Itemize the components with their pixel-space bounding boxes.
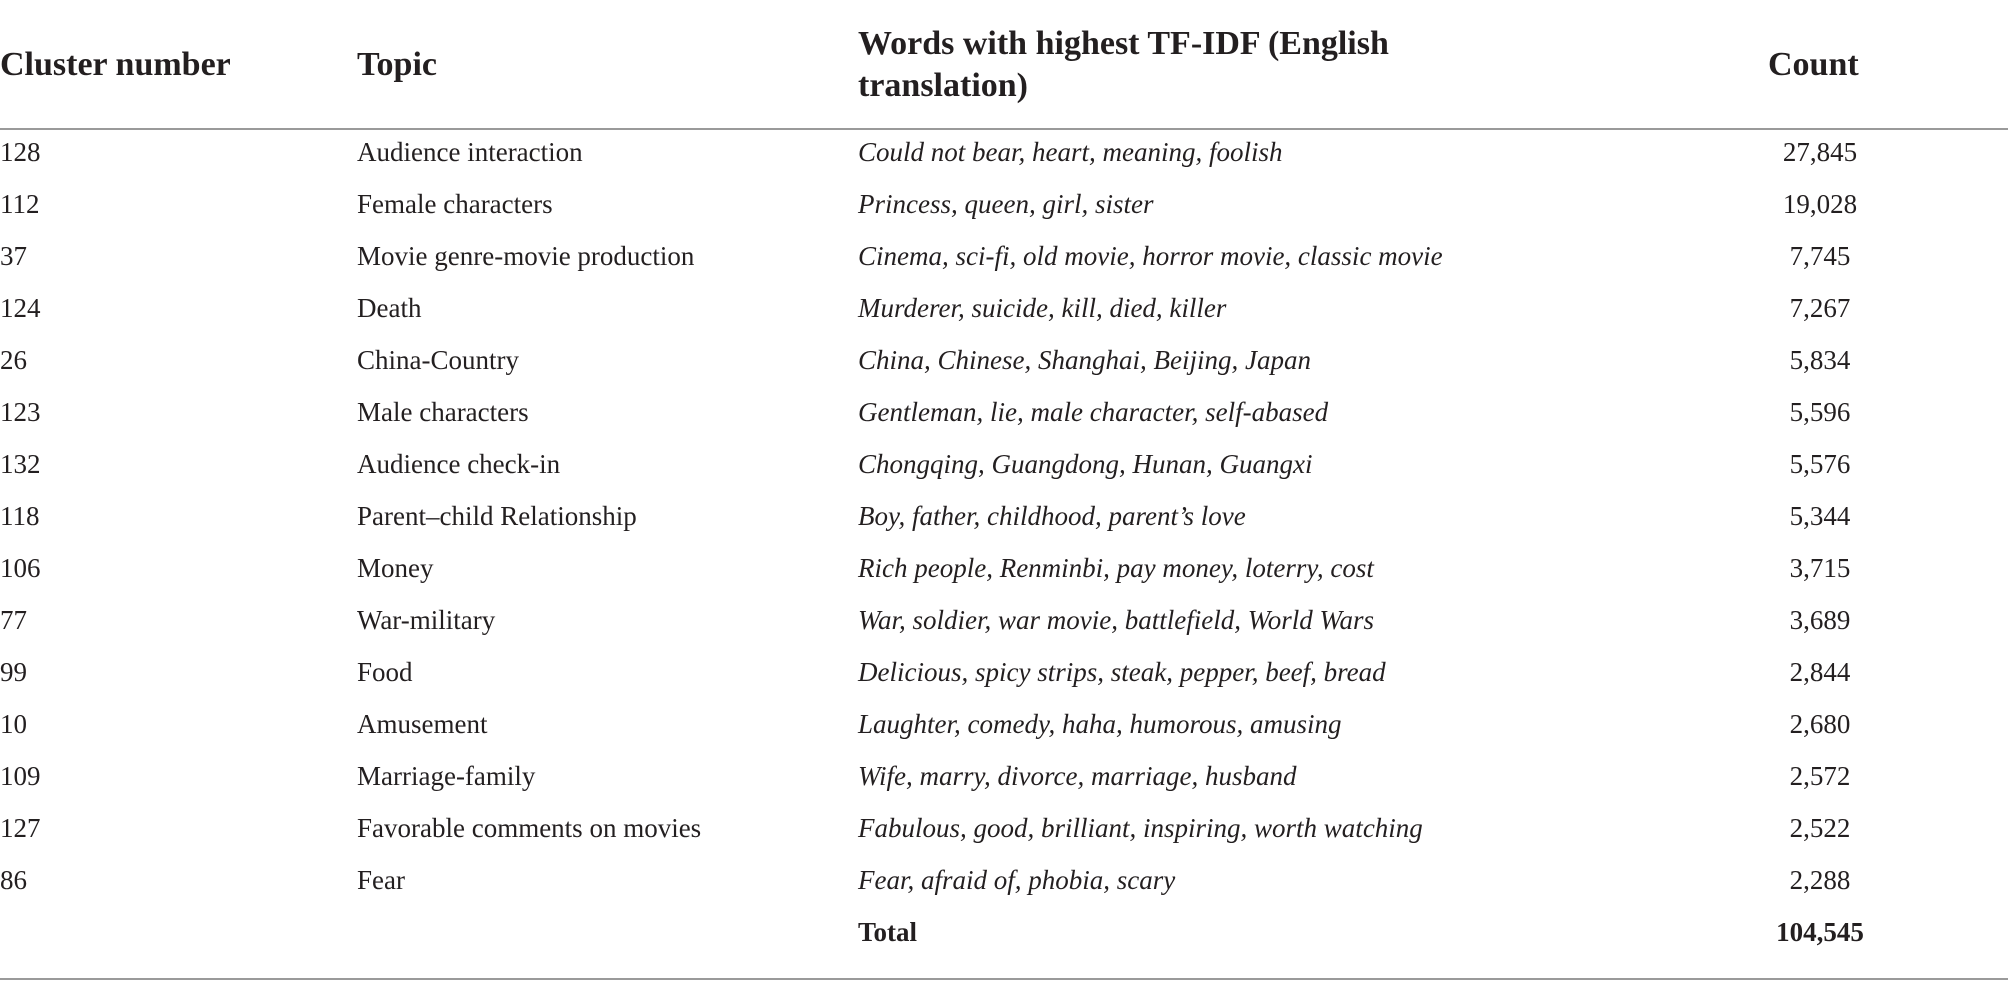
count-cell: 5,596 [1789, 397, 1851, 427]
total-row [0, 906, 2008, 958]
count-cell: 2,680 [1789, 709, 1851, 739]
header-cluster-number: Cluster number [0, 46, 231, 83]
table-row [0, 594, 2008, 646]
total-label: Total [858, 917, 918, 947]
topic-cell: Movie genre-movie production [357, 241, 695, 271]
count-cell: 2,844 [1789, 657, 1851, 687]
count-cell: 27,845 [1782, 137, 1858, 167]
words-cell: Chongqing, Guangdong, Hunan, Guangxi [858, 449, 1313, 479]
cluster-number-cell: 99 [0, 657, 27, 687]
topic-cell: China-Country [357, 345, 519, 375]
count-cell: 3,715 [1789, 553, 1851, 583]
topic-cell: Male characters [357, 397, 529, 427]
table-header [0, 0, 2008, 130]
words-cell: Princess, queen, girl, sister [858, 189, 1154, 219]
count-cell: 2,522 [1789, 813, 1851, 843]
words-cell: Rich people, Renminbi, pay money, loterry, cost [858, 553, 1374, 583]
cluster-number-cell: 123 [0, 397, 41, 427]
count-cell: 7,267 [1789, 293, 1851, 323]
topic-cell: War-military [357, 605, 496, 635]
topic-cell: Money [357, 553, 434, 583]
header-words: Words with highest TF-IDF (English translation) [858, 25, 1389, 104]
topic-cell: Death [357, 293, 422, 323]
header-topic: Topic [357, 46, 438, 83]
table-row [0, 386, 2008, 438]
table-row [0, 490, 2008, 542]
topic-cell: Audience check-in [357, 449, 561, 479]
words-cell: Fabulous, good, brilliant, inspiring, worth watching [858, 813, 1423, 843]
table-row [0, 802, 2008, 854]
topic-cell: Parent–child Relationship [357, 501, 637, 531]
cluster-number-cell: 128 [0, 137, 41, 167]
cluster-number-cell: 112 [0, 189, 40, 219]
count-cell: 7,745 [1789, 241, 1851, 271]
words-cell: China, Chinese, Shanghai, Beijing, Japan [858, 345, 1311, 375]
table-row [0, 542, 2008, 594]
words-cell: Gentleman, lie, male character, self-abased [858, 397, 1329, 427]
cluster-number-cell: 124 [0, 293, 41, 323]
words-cell: Could not bear, heart, meaning, foolish [858, 137, 1283, 167]
cluster-number-cell: 106 [0, 553, 41, 583]
table-row [0, 178, 2008, 230]
table-row [0, 334, 2008, 386]
cluster-number-cell: 26 [0, 345, 27, 375]
cluster-number-cell: 37 [0, 241, 27, 271]
topic-cell: Food [357, 657, 413, 687]
total-count: 104,545 [1776, 917, 1864, 947]
words-cell: Delicious, spicy strips, steak, pepper, beef, bread [858, 657, 1386, 687]
table-bottom-rule [0, 978, 2008, 980]
table-row [0, 282, 2008, 334]
cluster-number-cell: 10 [0, 709, 27, 739]
topic-cell: Fear [357, 865, 405, 895]
table-row [0, 126, 2008, 178]
header-count: Count [1768, 46, 1859, 83]
count-cell: 3,689 [1789, 605, 1851, 635]
cluster-number-cell: 118 [0, 501, 40, 531]
words-cell: Boy, father, childhood, parent’s love [858, 501, 1246, 531]
table-row [0, 646, 2008, 698]
cluster-number-cell: 132 [0, 449, 41, 479]
count-cell: 5,834 [1789, 345, 1851, 375]
words-cell: Wife, marry, divorce, marriage, husband [858, 761, 1297, 791]
count-cell: 2,572 [1789, 761, 1851, 791]
table-row [0, 750, 2008, 802]
topic-cell: Amusement [357, 709, 488, 739]
count-cell: 19,028 [1782, 189, 1858, 219]
topic-cell: Marriage-family [357, 761, 536, 791]
words-cell: Laughter, comedy, haha, humorous, amusing [858, 709, 1342, 739]
words-cell: Murderer, suicide, kill, died, killer [858, 293, 1227, 323]
count-cell: 2,288 [1789, 865, 1851, 895]
table-row [0, 854, 2008, 906]
table-row [0, 698, 2008, 750]
cluster-number-cell: 127 [0, 813, 41, 843]
count-cell: 5,576 [1789, 449, 1851, 479]
words-cell: Cinema, sci-fi, old movie, horror movie, classic movie [858, 241, 1443, 271]
table-row [0, 438, 2008, 490]
cluster-number-cell: 77 [0, 605, 27, 635]
topic-cell: Audience interaction [357, 137, 583, 167]
count-cell: 5,344 [1789, 501, 1851, 531]
words-cell: Fear, afraid of, phobia, scary [858, 865, 1176, 895]
cluster-number-cell: 109 [0, 761, 41, 791]
topic-cell: Favorable comments on movies [357, 813, 702, 843]
table-row [0, 230, 2008, 282]
topic-cell: Female characters [357, 189, 553, 219]
cluster-number-cell: 86 [0, 865, 27, 895]
words-cell: War, soldier, war movie, battlefield, World Wars [858, 605, 1375, 635]
